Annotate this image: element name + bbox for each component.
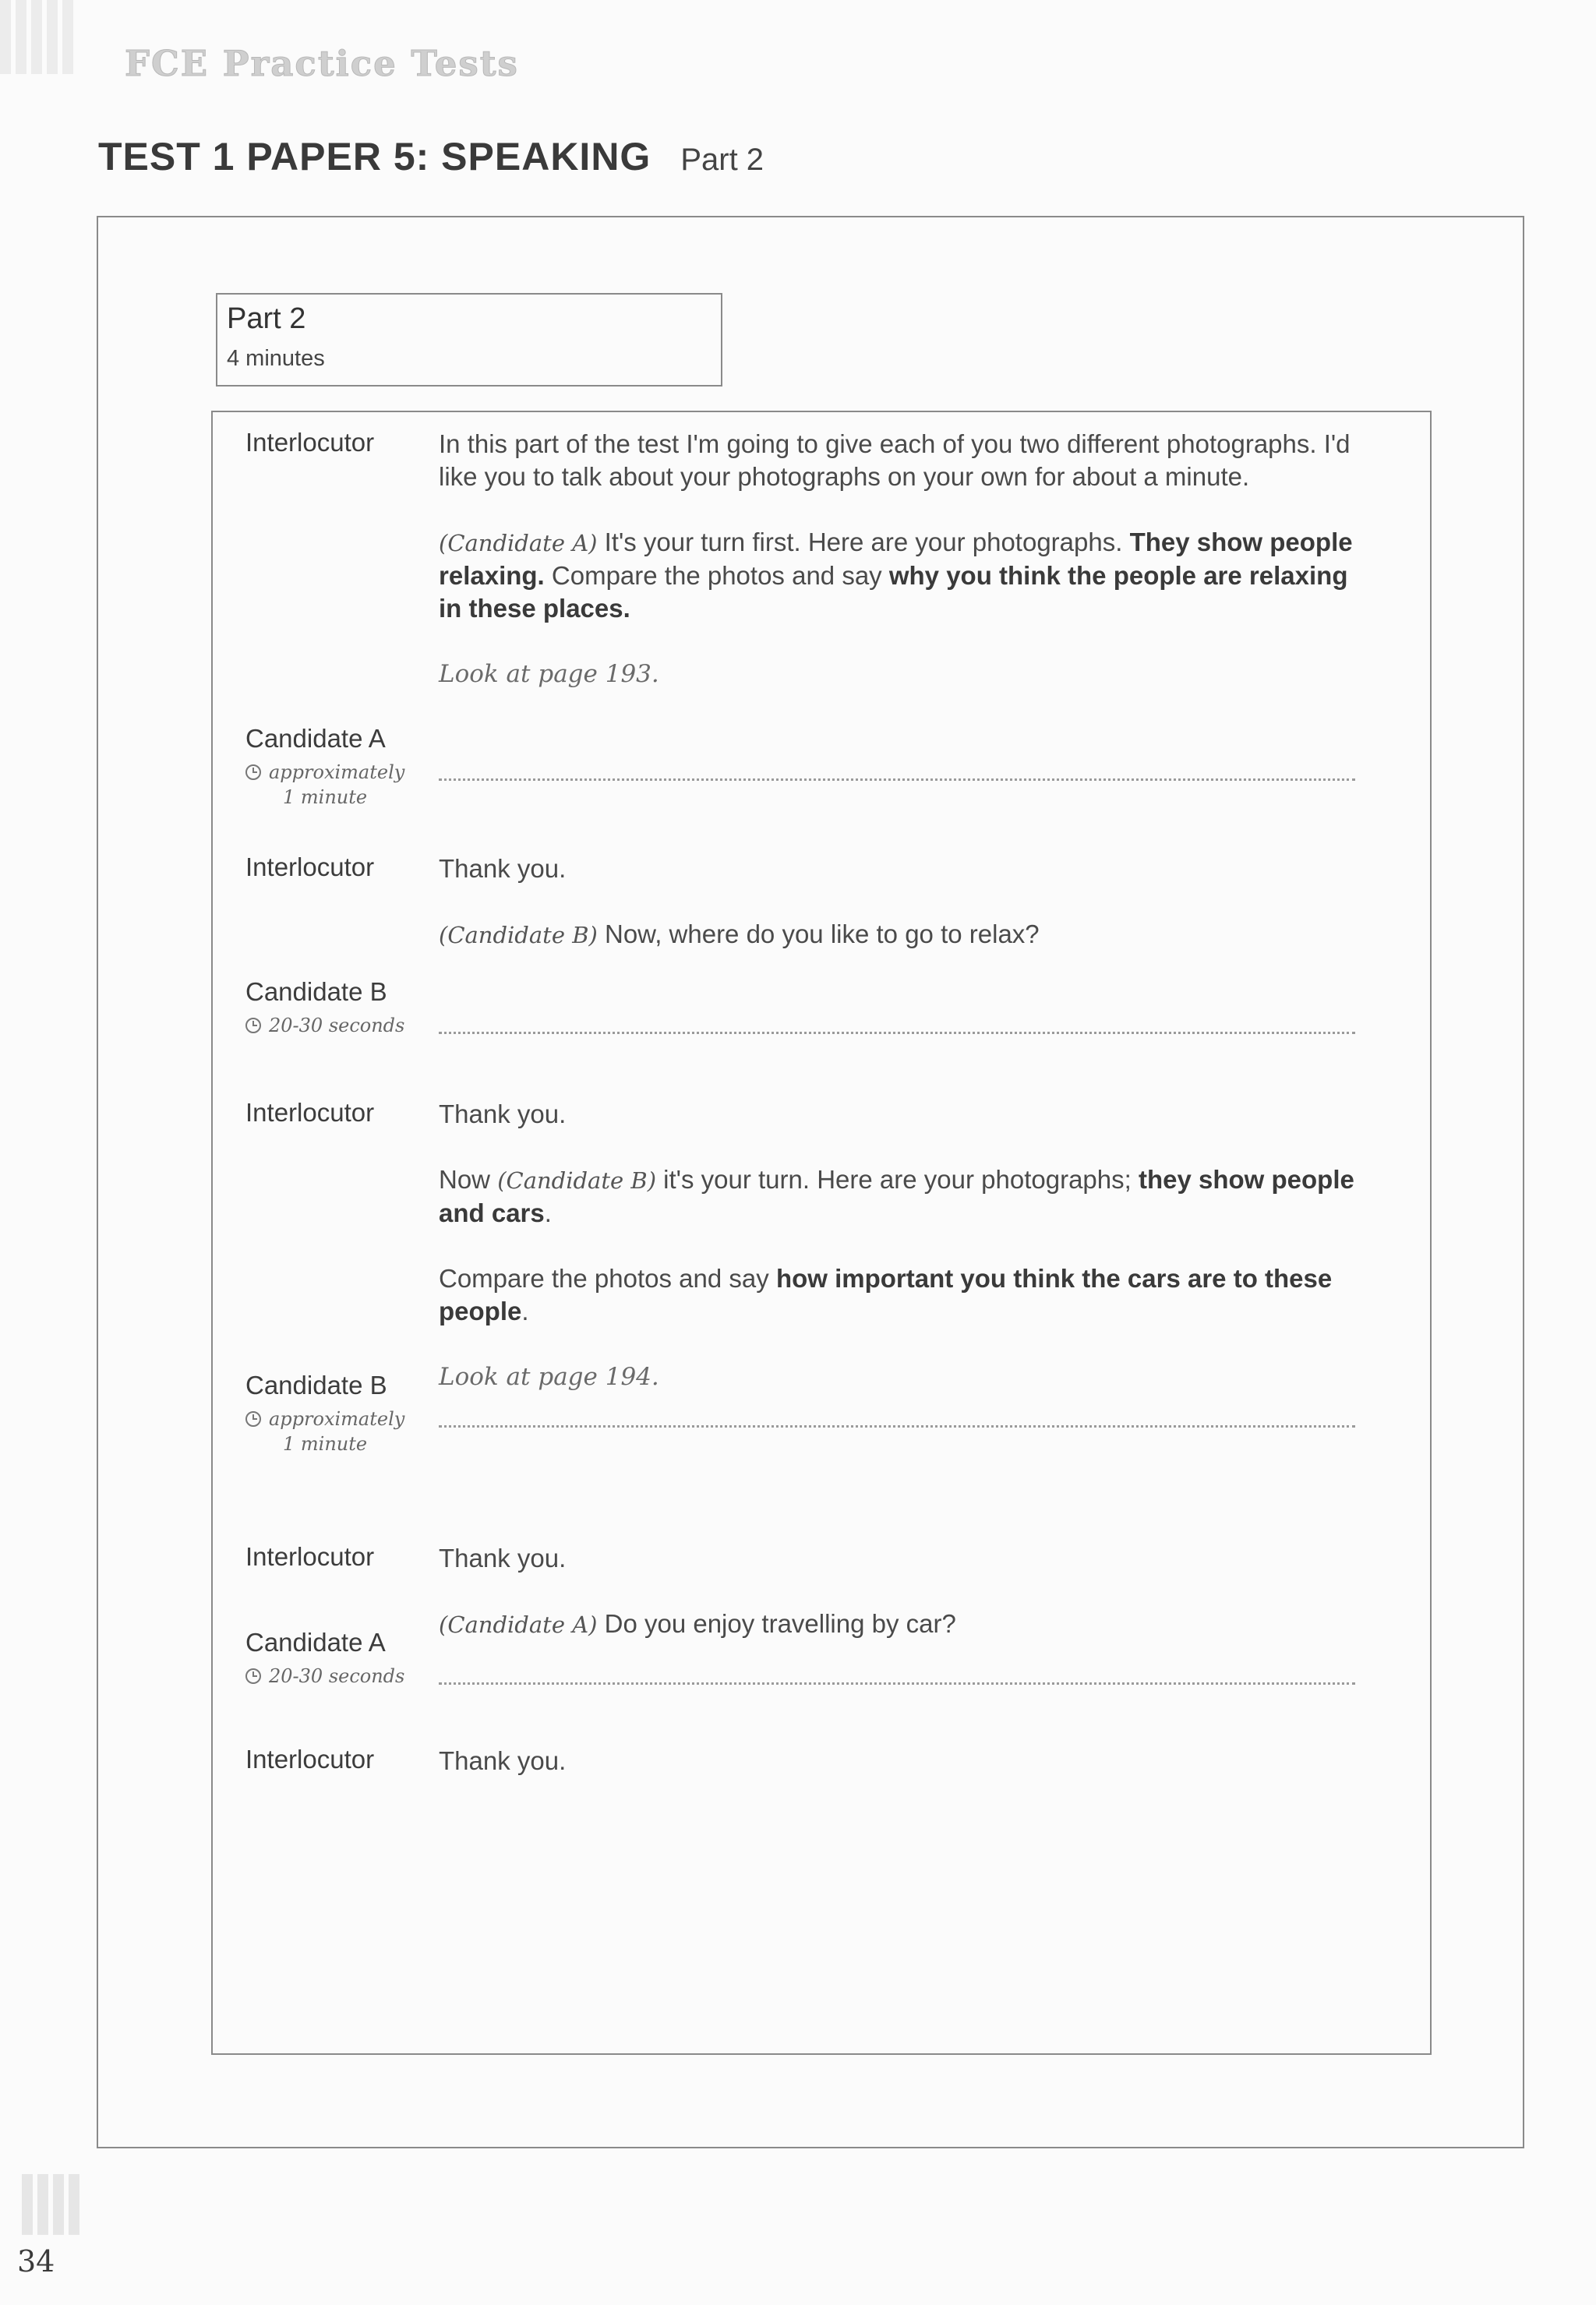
heading-part: Part 2 [680,143,764,177]
page-reference [439,1361,1374,1393]
clock-icon [245,1018,261,1033]
timing-text: 20-30 seconds [269,1015,405,1036]
speaker-label: Interlocutor [245,1745,375,1774]
timing-text: approximately [269,761,405,783]
script-paragraph [439,918,1374,951]
timing-note [245,1013,425,1038]
heading-title: TEST 1 PAPER 5: SPEAKING [98,135,651,178]
speaker-label: Interlocutor [245,852,375,881]
speaker-lines [439,1098,1374,1426]
speaker-label: Candidate A [245,1628,386,1657]
part-box [216,293,722,387]
clock-icon [245,1668,261,1684]
candidate-cue: (Candidate A) [439,1611,598,1638]
page-heading [98,134,764,179]
part-box-time: 4 minutes [227,346,325,371]
answer-line [439,1425,1355,1428]
edge-decoration-bottom [22,2174,100,2235]
script-text: Do you enjoy travelling by car? [597,1609,956,1638]
timing-note [245,1664,425,1689]
script-text: Thank you. [439,1100,567,1128]
script-text: it's your turn. Here are your photographs; [656,1165,1139,1194]
script-text: Thank you. [439,1544,567,1573]
speaker-label: Interlocutor [245,428,375,457]
candidate-cue: (Candidate B) [497,1167,657,1194]
script-text: . [521,1297,529,1325]
script-text: Thank you. [439,854,567,883]
script-text: Thank you. [439,1746,567,1775]
speaker-lines [439,1542,1374,1674]
dialogue-frame [211,411,1432,2055]
timing-text: 1 minute [283,786,368,808]
script-text: Look at page 193. [439,660,659,688]
script-text: Look at page 194. [439,1363,659,1391]
emphasis-text: They show people relaxing. [439,528,1353,590]
speaker-label: Candidate B [245,1371,387,1400]
script-paragraph [439,852,1374,885]
clock-icon [245,764,261,780]
candidate-cue: (Candidate A) [439,530,598,556]
script-text: In this part of the test I'm going to give each of you two different photographs. I'd like you to talk about your photographs on your own for about a minute. [439,429,1351,491]
script-paragraph [439,1262,1374,1328]
script-paragraph [439,1163,1374,1230]
answer-line [439,1682,1355,1685]
speaker-label: Candidate B [245,977,387,1006]
speaker-label: Candidate A [245,724,386,753]
page-number: 34 [17,2244,55,2279]
series-title: FCE Practice Tests [125,43,519,84]
dialogue [213,412,1430,2053]
script-text: Compare the photos and say [439,1264,776,1293]
timing-text: 1 minute [283,1433,368,1455]
script-text: . [544,1198,552,1227]
script-paragraph [439,1608,1374,1641]
timing-note [245,1407,425,1456]
emphasis-text: they show people and cars [439,1165,1354,1227]
timing-note [245,760,425,810]
script-text: Now, where do you like to go to relax? [597,920,1040,948]
script-text: Compare the photos and say [544,561,889,590]
edge-decoration-top [0,0,105,74]
timing-text: approximately [269,1408,405,1430]
emphasis-text: why you think the people are relaxing in these places. [439,561,1348,623]
script-paragraph [439,526,1374,625]
speaker-lines [439,1745,1374,1810]
script-paragraph [439,428,1374,493]
candidate-cue: (Candidate B) [439,922,598,948]
timing-text: 20-30 seconds [269,1665,405,1687]
speaker-label: Interlocutor [245,1542,375,1571]
clock-icon [245,1411,261,1427]
script-text: It's your turn first. Here are your photographs. [597,528,1130,556]
part-box-title: Part 2 [227,302,306,335]
script-paragraph [439,1745,1374,1777]
script-paragraph [439,1098,1374,1131]
emphasis-text: how important you think the cars are to these people [439,1264,1333,1325]
speaker-lines [439,852,1374,984]
speaker-lines [439,428,1374,723]
page-reference [439,658,1374,690]
answer-line [439,1032,1355,1034]
script-paragraph [439,1542,1374,1575]
answer-line [439,778,1355,781]
speaker-label: Interlocutor [245,1098,375,1127]
script-text: Now [439,1165,498,1194]
